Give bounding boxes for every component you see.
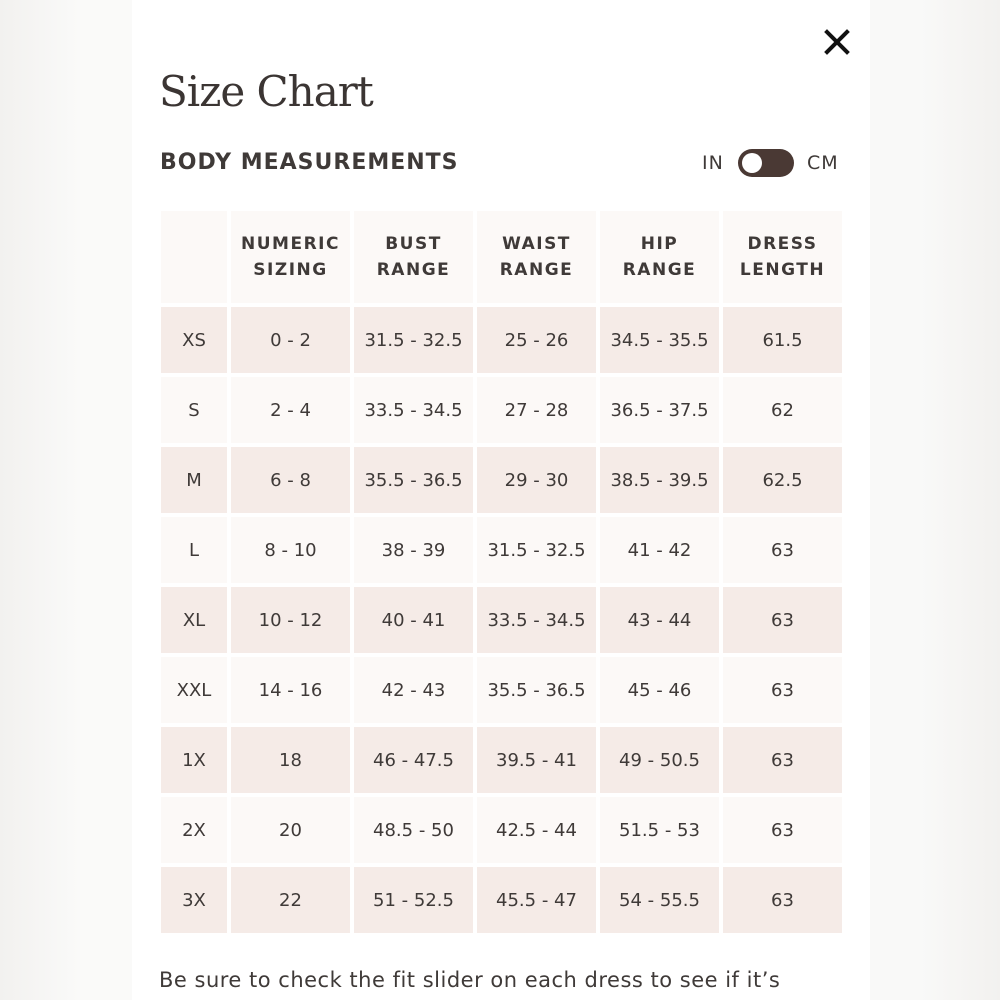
table-row [161, 517, 842, 583]
fit-note: Be sure to check the fit slider on each dress to see if it’s [159, 968, 781, 992]
measurement-cell: 62.5 [723, 447, 842, 513]
measurement-cell: 33.5 - 34.5 [354, 377, 473, 443]
size-label-cell: XS [161, 307, 227, 373]
header-cell: WAIST RANGE [477, 211, 596, 303]
header-cell: HIP RANGE [600, 211, 719, 303]
measurement-cell: 42 - 43 [354, 657, 473, 723]
size-label-cell: 1X [161, 727, 227, 793]
unit-switch[interactable] [738, 149, 794, 177]
table-row [161, 307, 842, 373]
measurement-cell: 63 [723, 517, 842, 583]
measurement-cell: 63 [723, 657, 842, 723]
measurement-cell: 18 [231, 727, 350, 793]
measurement-cell: 45 - 46 [600, 657, 719, 723]
measurement-cell: 48.5 - 50 [354, 797, 473, 863]
measurement-cell: 42.5 - 44 [477, 797, 596, 863]
unit-label-cm[interactable]: CM [807, 152, 839, 174]
measurement-cell: 20 [231, 797, 350, 863]
measurement-cell: 40 - 41 [354, 587, 473, 653]
measurement-cell: 2 - 4 [231, 377, 350, 443]
measurement-cell: 38 - 39 [354, 517, 473, 583]
header-cell: NUMERIC SIZING [231, 211, 350, 303]
measurement-cell: 63 [723, 587, 842, 653]
section-heading: BODY MEASUREMENTS [160, 150, 459, 175]
measurement-cell: 33.5 - 34.5 [477, 587, 596, 653]
header-cell: BUST RANGE [354, 211, 473, 303]
measurement-cell: 49 - 50.5 [600, 727, 719, 793]
header-cell: DRESS LENGTH [723, 211, 842, 303]
measurement-cell: 63 [723, 797, 842, 863]
measurement-cell: 43 - 44 [600, 587, 719, 653]
table-header-row [161, 211, 842, 303]
measurement-cell: 35.5 - 36.5 [477, 657, 596, 723]
measurement-cell: 51 - 52.5 [354, 867, 473, 933]
size-label-cell: 2X [161, 797, 227, 863]
table-row [161, 867, 842, 933]
size-table [157, 207, 846, 937]
measurement-cell: 62 [723, 377, 842, 443]
measurement-cell: 6 - 8 [231, 447, 350, 513]
measurement-cell: 0 - 2 [231, 307, 350, 373]
measurement-cell: 29 - 30 [477, 447, 596, 513]
close-icon [821, 26, 853, 58]
table-row [161, 587, 842, 653]
measurement-cell: 10 - 12 [231, 587, 350, 653]
measurement-cell: 51.5 - 53 [600, 797, 719, 863]
table-row [161, 797, 842, 863]
unit-label-in[interactable]: IN [702, 152, 724, 174]
switch-knob [742, 153, 762, 173]
modal-title: Size Chart [159, 67, 373, 116]
size-label-cell: S [161, 377, 227, 443]
table-row [161, 377, 842, 443]
table-body [161, 307, 842, 933]
measurement-cell: 31.5 - 32.5 [477, 517, 596, 583]
measurement-cell: 14 - 16 [231, 657, 350, 723]
header-cell-size [161, 211, 227, 303]
measurement-cell: 34.5 - 35.5 [600, 307, 719, 373]
size-label-cell: L [161, 517, 227, 583]
size-label-cell: 3X [161, 867, 227, 933]
measurement-cell: 8 - 10 [231, 517, 350, 583]
measurement-cell: 61.5 [723, 307, 842, 373]
measurement-cell: 41 - 42 [600, 517, 719, 583]
unit-toggle [700, 146, 844, 180]
measurement-cell: 35.5 - 36.5 [354, 447, 473, 513]
measurement-cell: 45.5 - 47 [477, 867, 596, 933]
size-label-cell: XL [161, 587, 227, 653]
measurement-cell: 25 - 26 [477, 307, 596, 373]
table-row [161, 727, 842, 793]
measurement-cell: 38.5 - 39.5 [600, 447, 719, 513]
measurement-cell: 63 [723, 867, 842, 933]
size-label-cell: XXL [161, 657, 227, 723]
measurement-cell: 22 [231, 867, 350, 933]
measurement-cell: 46 - 47.5 [354, 727, 473, 793]
table-row [161, 657, 842, 723]
measurement-cell: 27 - 28 [477, 377, 596, 443]
measurement-cell: 36.5 - 37.5 [600, 377, 719, 443]
table-row [161, 447, 842, 513]
close-button[interactable] [821, 26, 853, 58]
size-chart-modal [132, 0, 870, 1000]
measurement-cell: 63 [723, 727, 842, 793]
measurement-cell: 54 - 55.5 [600, 867, 719, 933]
measurement-cell: 39.5 - 41 [477, 727, 596, 793]
size-label-cell: M [161, 447, 227, 513]
measurement-cell: 31.5 - 32.5 [354, 307, 473, 373]
